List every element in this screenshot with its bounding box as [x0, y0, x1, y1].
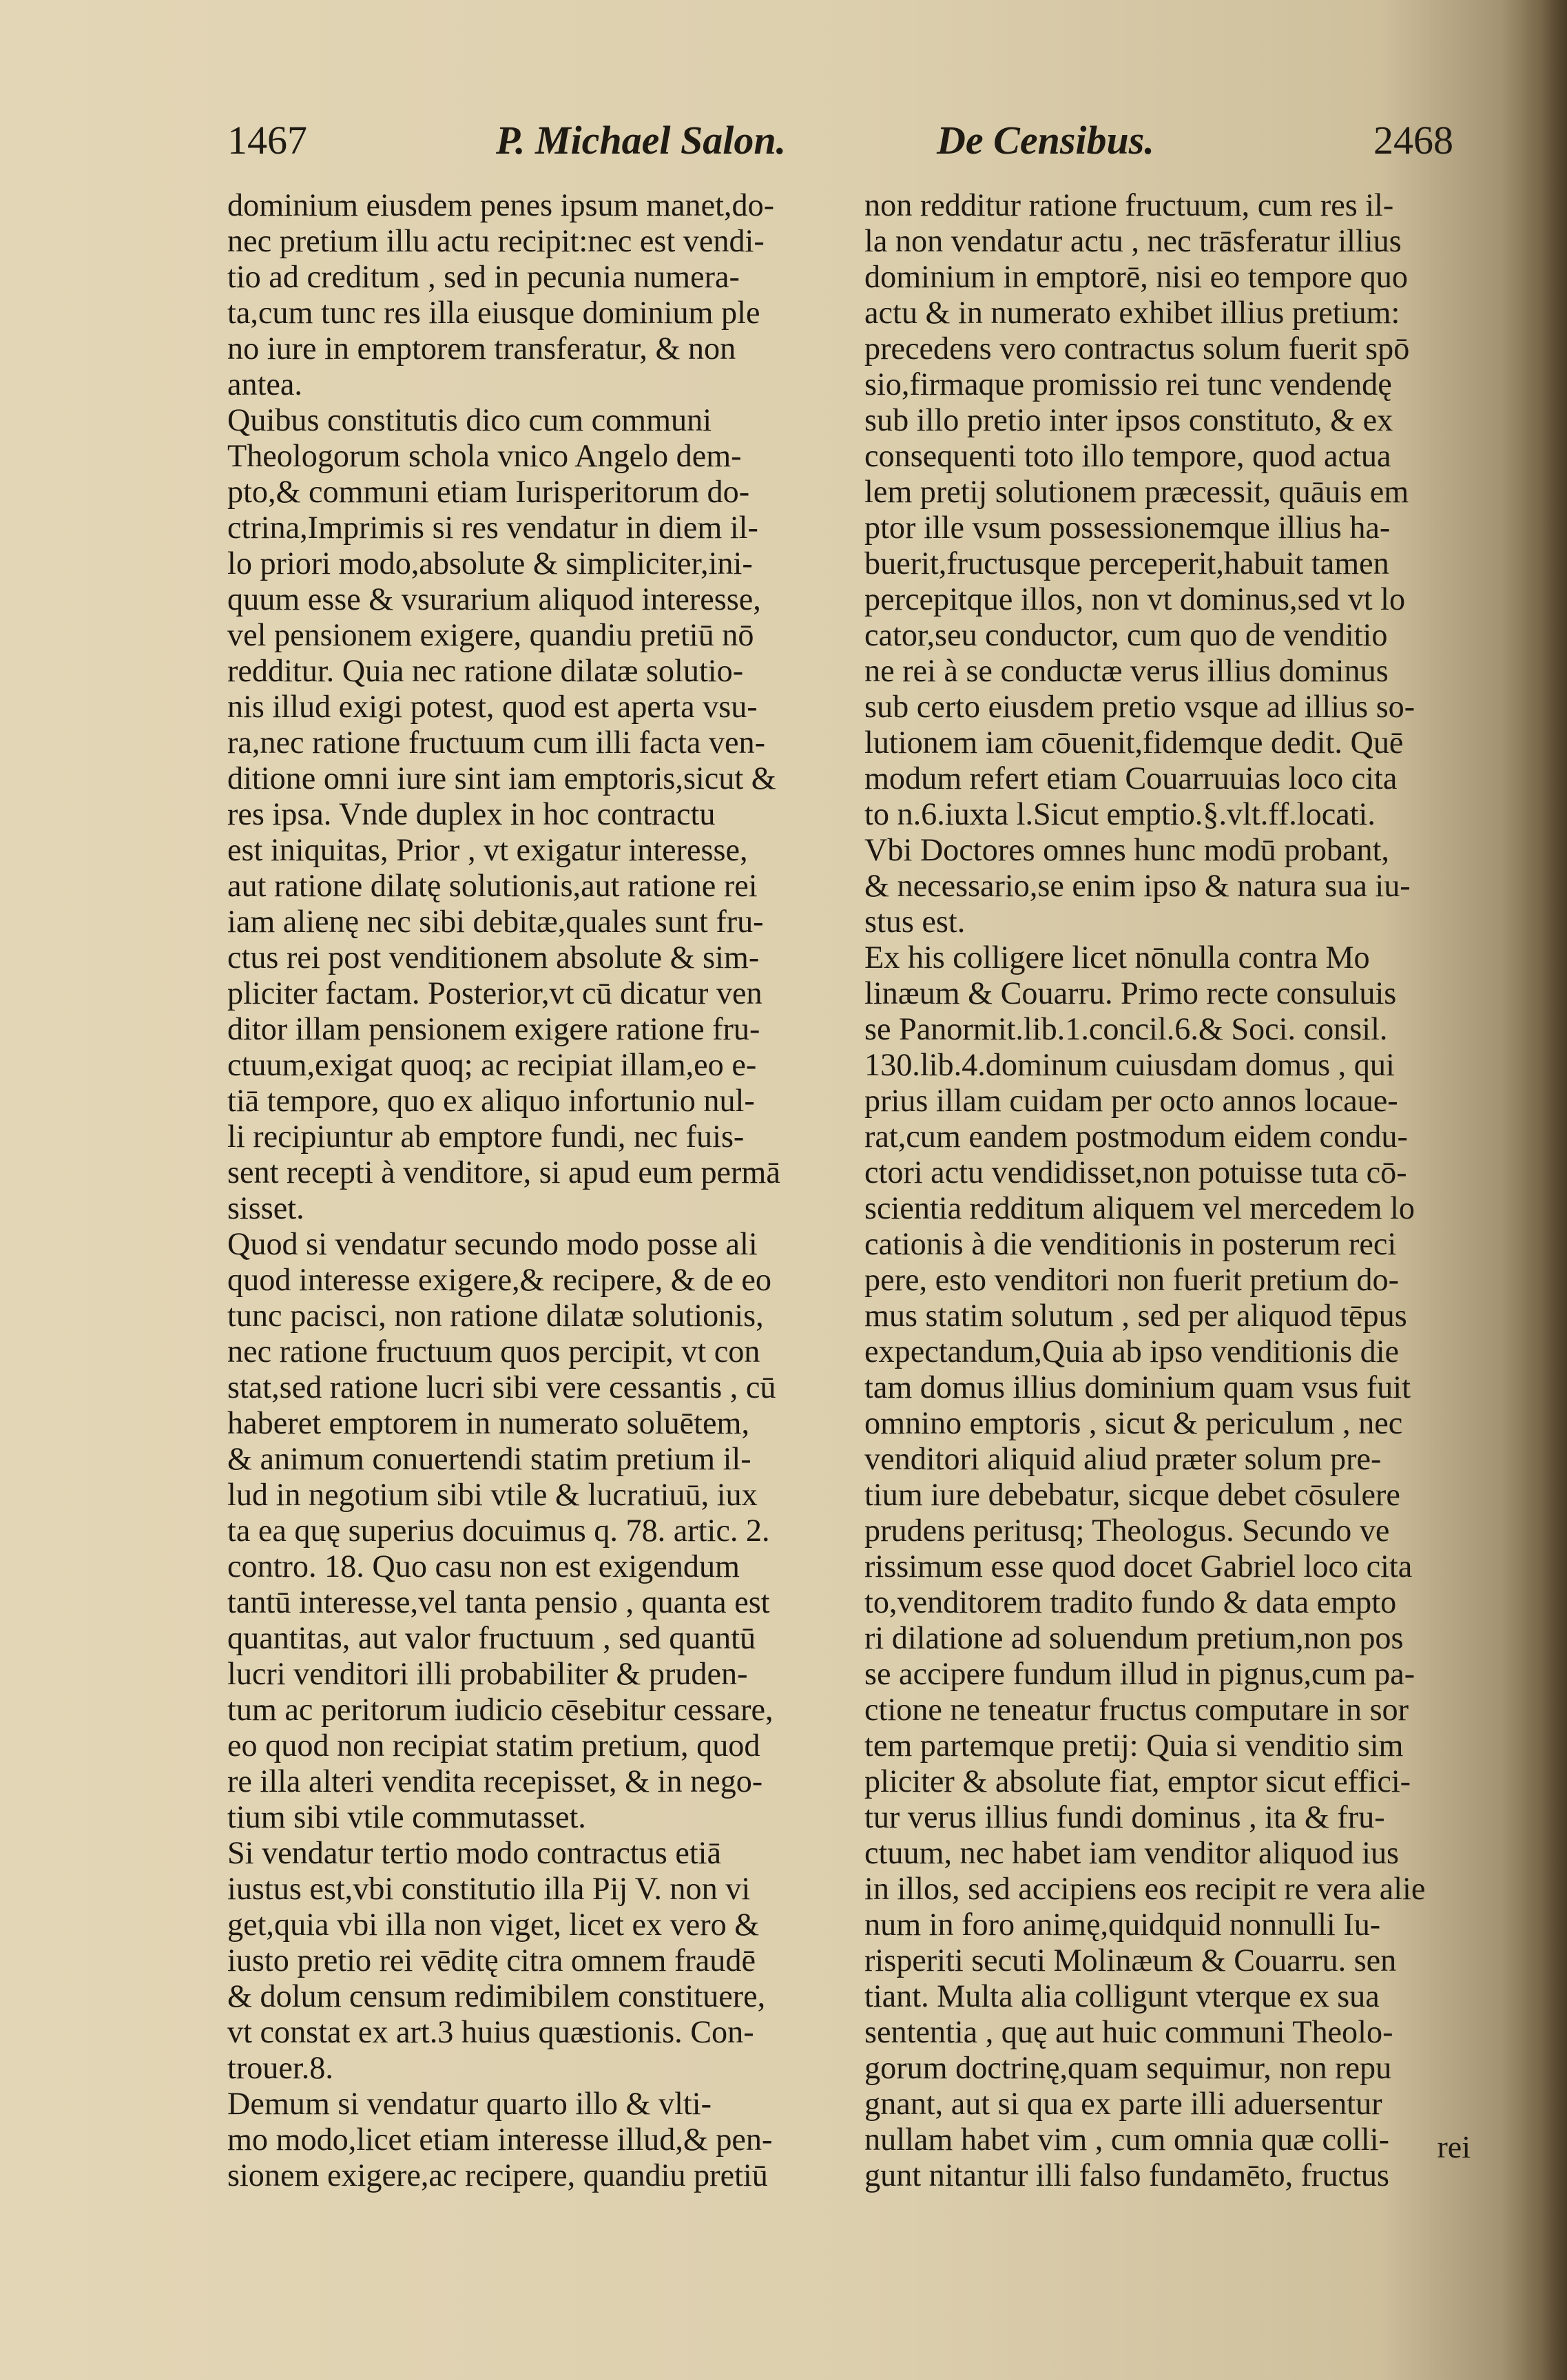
- text-line: tio ad creditum , sed in pecunia numera-: [227, 259, 740, 294]
- text-line: redditur. Quia nec ratione dilatæ solutio-: [227, 653, 744, 688]
- text-line: tantū interesse,vel tanta pensio , quanta est: [227, 1584, 770, 1620]
- text-line: precedens vero contractus solum fuerit spō: [864, 331, 1410, 366]
- text-line: modum refert etiam Couarruuias loco cita: [864, 760, 1398, 796]
- text-line: percepitque illos, non vt dominus,sed vt lo: [864, 581, 1406, 617]
- text-line: expectandum,Quia ab ipso venditionis die: [864, 1334, 1400, 1369]
- text-line: Demum si vendatur quarto illo & vlti-: [227, 2086, 712, 2121]
- text-line: tium sibi vtile commutasset.: [227, 1799, 586, 1834]
- text-line: tur verus illius fundi dominus , ita & fru-: [864, 1799, 1385, 1834]
- text-line: num in foro animę,quidquid nonnulli Iu-: [864, 1907, 1381, 1942]
- text-line: tam domus illius dominium quam vsus fuit: [864, 1369, 1411, 1405]
- text-line: eo quod non recipiat statim pretium, quod: [227, 1728, 760, 1763]
- text-line: 130.lib.4.dominum cuiusdam domus , qui: [864, 1047, 1395, 1082]
- text-line: res ipsa. Vnde duplex in hoc contractu: [227, 796, 716, 831]
- text-line: iusto pretio rei vēditę citra omnem fraudē: [227, 1943, 756, 1978]
- text-line: quantitas, aut valor fructuum , sed quantū: [227, 1620, 756, 1655]
- text-line: nec pretium illu actu recipit:nec est vendi-: [227, 223, 765, 258]
- text-line: nullam habet vim , cum omnia quæ colli-: [864, 2122, 1389, 2157]
- text-line: Vbi Doctores omnes hunc modū probant,: [864, 832, 1389, 867]
- text-line: lo priori modo,absolute & simpliciter,ini-: [227, 546, 753, 581]
- text-line: ditor illam pensionem exigere ratione fru-: [227, 1011, 760, 1046]
- text-line: dominium in emptorē, nisi eo tempore quo: [864, 259, 1408, 294]
- text-line: linæum & Couarru. Primo recte consuluis: [864, 975, 1397, 1011]
- text-line: ra,nec ratione fructuum cum illi facta ven-: [227, 725, 765, 760]
- text-line: lem pretij solutionem præcessit, quāuis em: [864, 474, 1409, 509]
- right-text-column: [864, 187, 1457, 2193]
- text-line: ctori actu vendidisset,non potuisse tuta cō-: [864, 1155, 1407, 1190]
- running-author: P. Michael Salon.: [496, 118, 787, 163]
- text-line: rat,cum eandem postmodum eidem condu-: [864, 1119, 1408, 1154]
- text-line: est iniquitas, Prior , vt exigatur interesse,: [227, 832, 748, 867]
- text-line: antea.: [227, 366, 302, 402]
- text-line: ditione omni iure sint iam emptoris,sicut &: [227, 760, 776, 796]
- text-line: lucri venditori illi probabiliter & pruden-: [227, 1656, 748, 1691]
- text-line: tunc pacisci, non ratione dilatæ solutionis,: [227, 1298, 764, 1333]
- text-line: tium iure debebatur, sicque debet cōsulere: [864, 1477, 1400, 1512]
- text-line: haberet emptorem in numerato soluētem,: [227, 1405, 749, 1440]
- left-text-column: [227, 187, 833, 2193]
- text-line: re illa alteri vendita recepisset, & in nego-: [227, 1763, 763, 1799]
- text-line: stat,sed ratione lucri sibi vere cessantis , cū: [227, 1369, 776, 1405]
- text-line: ta,cum tunc res illa eiusque dominium ple: [227, 295, 760, 330]
- text-line: Quod si vendatur secundo modo posse ali: [227, 1226, 758, 1261]
- text-line: aut ratione dilatę solutionis,aut ratione rei: [227, 868, 758, 903]
- text-line: sent recepti à venditore, si apud eum permā: [227, 1155, 780, 1190]
- text-line: iam alienę nec sibi debitæ,quales sunt fru-: [227, 904, 764, 939]
- running-title: De Censibus.: [937, 118, 1154, 163]
- text-line: ta ea quę superius docuimus q. 78. artic. 2.: [227, 1513, 770, 1548]
- running-header: [207, 103, 1467, 165]
- text-line: sisset.: [227, 1190, 304, 1225]
- left-page-number: 1467: [227, 118, 307, 163]
- text-line: prius illam cuidam per octo annos locaue-: [864, 1083, 1398, 1118]
- text-line: ctuum, nec habet iam venditor aliquod ius: [864, 1835, 1400, 1870]
- text-line: sententia , quę aut huic communi Theolo-: [864, 2014, 1393, 2049]
- text-line: pliciter & absolute fiat, emptor sicut effici-: [864, 1763, 1411, 1799]
- text-line: to n.6.iuxta l.Sicut emptio.§.vlt.ff.locati.: [864, 796, 1376, 831]
- text-line: scientia redditum aliquem vel mercedem lo: [864, 1190, 1415, 1225]
- text-line: mo modo,licet etiam interesse illud,& pen-: [227, 2122, 773, 2157]
- text-line: cator,seu conductor, cum quo de venditio: [864, 617, 1388, 652]
- text-line: ctrina,Imprimis si res vendatur in diem il-: [227, 510, 758, 545]
- text-line: & animum conuertendi statim pretium il-: [227, 1441, 751, 1476]
- page-edge-shadow: [1502, 0, 1567, 2380]
- text-line: li recipiuntur ab emptore fundi, nec fuis-: [227, 1119, 745, 1154]
- text-line: ne rei à se conductæ verus illius dominus: [864, 653, 1389, 688]
- text-line: stus est.: [864, 904, 966, 939]
- text-line: dominium eiusdem penes ipsum manet,do-: [227, 187, 775, 223]
- text-line: contro. 18. Quo casu non est exigendum: [227, 1549, 740, 1584]
- text-line: sio,firmaque promissio rei tunc vendendę: [864, 366, 1392, 402]
- text-line: nis illud exigi potest, quod est aperta vsu-: [227, 689, 758, 724]
- text-line: Quibus constitutis dico cum communi: [227, 402, 712, 437]
- text-line: & dolum censum redimibilem constituere,: [227, 1978, 766, 2014]
- text-line: nec ratione fructuum quos percipit, vt con: [227, 1334, 760, 1369]
- text-line: in illos, sed accipiens eos recipit re vera alie: [864, 1871, 1426, 1906]
- text-line: non redditur ratione fructuum, cum res il-: [864, 187, 1394, 223]
- text-line: tum ac peritorum iudicio cēsebitur cessare,: [227, 1692, 774, 1727]
- text-line: trouer.8.: [227, 2050, 333, 2085]
- text-line: se accipere fundum illud in pignus,cum pa-: [864, 1656, 1415, 1691]
- text-line: omnino emptoris , sicut & periculum , nec: [864, 1405, 1403, 1440]
- text-line: quod interesse exigere,& recipere, & de eo: [227, 1262, 771, 1297]
- text-line: tem partemque pretij: Quia si venditio sim: [864, 1728, 1404, 1763]
- text-line: to,venditorem tradito fundo & data empto: [864, 1584, 1397, 1620]
- text-line: lutionem iam cōuenit,fidemque dedit. Quē: [864, 725, 1404, 760]
- text-line: gnant, aut si qua ex parte illi aduersentur: [864, 2086, 1382, 2121]
- text-line: sub illo pretio inter ipsos constituto, & ex: [864, 402, 1393, 437]
- text-line: ptor ille vsum possessionemque illius ha-: [864, 510, 1391, 545]
- right-page-number: 2468: [1373, 118, 1453, 163]
- text-line: & necessario,se enim ipso & natura sua iu-: [864, 868, 1411, 903]
- text-line: ctus rei post venditionem absolute & sim-: [227, 940, 760, 975]
- text-line: buerit,fructusque perceperit,habuit tamen: [864, 546, 1389, 581]
- text-line: risperiti secuti Molinæum & Couarru. sen: [864, 1943, 1397, 1978]
- text-line: quum esse & vsurarium aliquod interesse,: [227, 581, 761, 617]
- text-line: ri dilatione ad soluendum pretium,non pos: [864, 1620, 1404, 1655]
- text-line: rissimum esse quod docet Gabriel loco cita: [864, 1549, 1413, 1584]
- text-line: venditori aliquid aliud præter solum pre-: [864, 1441, 1382, 1476]
- text-line: pere, esto venditori non fuerit pretium do-: [864, 1262, 1399, 1297]
- text-line: se Panormit.lib.1.concil.6.& Soci. consil.: [864, 1011, 1388, 1046]
- text-line: vt constat ex art.3 huius quæstionis. Con-: [227, 2014, 754, 2049]
- text-line: Theologorum schola vnico Angelo dem-: [227, 438, 742, 473]
- text-line: ctuum,exigat quoq; ac recipiat illam,eo e-: [227, 1047, 757, 1082]
- text-line: pto,& communi etiam Iurisperitorum do-: [227, 474, 750, 509]
- text-line: prudens peritusq; Theologus. Secundo ve: [864, 1513, 1390, 1548]
- text-line: iustus est,vbi constitutio illa Pij V. non vi: [227, 1871, 751, 1906]
- text-line: la non vendatur actu , nec trāsferatur illius: [864, 223, 1402, 258]
- text-line: mus statim solutum , sed per aliquod tēpus: [864, 1298, 1407, 1333]
- text-line: gunt nitantur illi falso fundamēto, fructus: [864, 2157, 1389, 2193]
- text-line: Ex his colligere licet nōnulla contra Mo: [864, 940, 1370, 975]
- text-line: tiā tempore, quo ex aliquo infortunio nul-: [227, 1083, 755, 1118]
- text-line: sub certo eiusdem pretio vsque ad illius so-: [864, 689, 1415, 724]
- text-line: lud in negotium sibi vtile & lucratiuū, iux: [227, 1477, 758, 1512]
- text-line: actu & in numerato exhibet illius pretium:: [864, 295, 1400, 330]
- text-line: vel pensionem exigere, quandiu pretiū nō: [227, 617, 754, 652]
- text-line: get,quia vbi illa non viget, licet ex vero &: [227, 1907, 760, 1942]
- text-line: gorum doctrinę,quam sequimur, non repu: [864, 2050, 1392, 2085]
- text-line: cationis à die venditionis in posterum reci: [864, 1226, 1397, 1261]
- text-line: ctione ne teneatur fructus computare in sor: [864, 1692, 1409, 1727]
- text-line: Si vendatur tertio modo contractus etiā: [227, 1835, 721, 1870]
- text-line: tiant. Multa alia colligunt vterque ex sua: [864, 1978, 1380, 2014]
- text-line: pliciter factam. Posterior,vt cū dicatur ven: [227, 975, 762, 1011]
- text-line: no iure in emptorem transferatur, & non: [227, 331, 736, 366]
- catchword: rei: [1437, 2129, 1471, 2164]
- text-line: consequenti toto illo tempore, quod actua: [864, 438, 1391, 473]
- text-line: sionem exigere,ac recipere, quandiu pretiū: [227, 2157, 768, 2193]
